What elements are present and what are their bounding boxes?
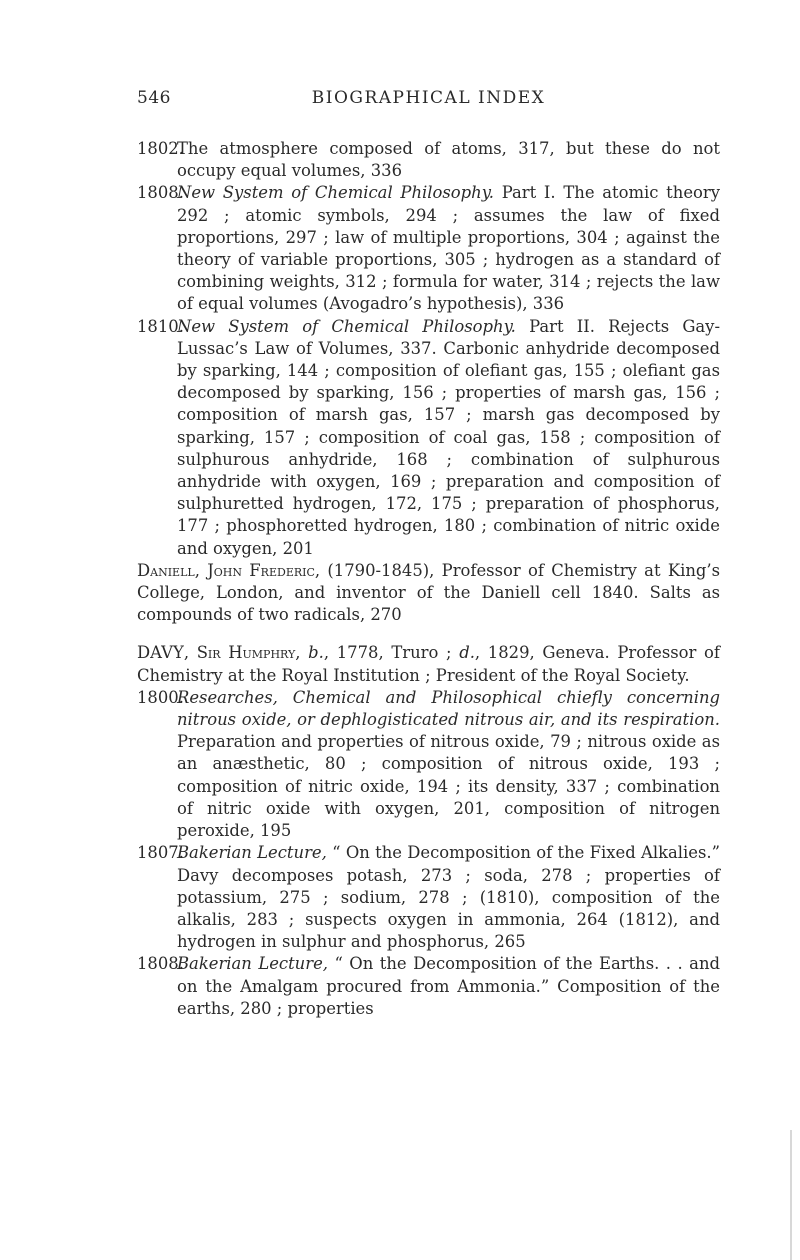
spacer (137, 626, 720, 642)
entry-work-title: Researches, Chemical and Philosophical chiefly concerning nitrous oxide, or dephlogisticated nitrous air, and its respiration. (177, 687, 720, 730)
entry-text: The atmosphere composed of atoms, 317, but these do not occupy equal volumes, 336 (177, 139, 720, 181)
person-heading-daniell (137, 560, 720, 627)
index-entry (137, 687, 720, 842)
index-entry (137, 953, 720, 1020)
person-heading-davy (137, 642, 720, 686)
index-entry (137, 182, 720, 315)
running-title: BIOGRAPHICAL INDEX (311, 88, 546, 108)
person-forenames: , Sir Humphry, (183, 643, 301, 663)
born-abbr: b. (308, 643, 324, 663)
entry-year: 1808. (137, 183, 184, 203)
entry-year: 1810. (137, 316, 184, 336)
died-abbr: d. (459, 643, 475, 663)
person-description: , 1829, Geneva. Professor of Chemistry at the Royal Institution ; President of the Royal Society. (137, 643, 720, 685)
entry-work-title: New System of Chemical Philosophy. (177, 316, 516, 336)
person-forenames: , John Frederic, (194, 560, 321, 580)
entry-year: 1840. (591, 583, 639, 603)
index-entry (137, 316, 720, 560)
entry-text: Preparation and properties of nitrous oxide, 79 ; nitrous oxide as an anæsthetic, 80 ; composition of nitrous oxide, 193 ; composition of nitric oxide, 194 ; its density, 337 ; combination of nitric oxide with oxygen, 201, composition of nitrogen peroxide, 195 (177, 732, 720, 841)
entry-text: “ On the Decomposition of the Earths. . . and on the Amalgam procured from Ammonia.” Composition of the earths, 280 ; properties (177, 954, 720, 1018)
entry-text: Part I. The atomic theory 292 ; atomic symbols, 294 ; assumes the law of fixed proportions, 297 ; law of multiple proportions, 304 ; against the theory of variable proportions, 305 ; hydrogen as a standard of combining weights, 312 ; formula for water, 314 ; rejects the law of equal volumes (Avogadro’s hypothesis), 336 (177, 183, 720, 314)
person-description: (1790-1845), Professor of Chemistry at King’s College, London, and inventor of the Daniell cell (137, 560, 720, 603)
page-number: 546 (137, 88, 171, 108)
entry-year: 1802. (137, 139, 184, 158)
entry-year: 1800. (137, 687, 184, 707)
entry-work-title: New System of Chemical Philosophy. (177, 183, 494, 203)
index-content (137, 138, 720, 1020)
entry-text: “ On the Decomposition of the Fixed Alkalies.” Davy decomposes potash, 273 ; soda, 278 ; properties of potassium, 275 ; sodium, 278 ; (1810), composition of the alkalis, 283 ; suspects oxygen in ammonia, 264 (1812), and hydrogen in sulphur and phosphorus, 265 (177, 843, 720, 952)
entry-year: 1807. (137, 843, 184, 863)
entry-text: Salts as compounds of two radicals, 270 (137, 583, 721, 625)
person-name: Daniell (137, 560, 195, 580)
person-name: DAVY (137, 643, 184, 663)
entry-text: Part II. Rejects Gay-Lussac’s Law of Volumes, 337. Carbonic anhydride decomposed by sparking, 144 ; composition of olefiant gas, 155 ; olefiant gas decomposed by sparking, 156 ; properties of marsh gas, 156 ; composition of marsh gas, 157 ; marsh gas decomposed by sparking, 157 ; composition of coal gas, 158 ; composition of sulphurous anhydride, 168 ; combination of sulphurous anhydride with oxygen, 169 ; preparation and composition of sulphuretted hydrogen, 172, 175 ; preparation of phosphorus, 177 ; phosphoretted hydrogen, 180 ; combination of nitric oxide and oxygen, 201 (177, 316, 720, 558)
index-entry (137, 138, 720, 182)
born-text: , 1778, Truro ; (323, 643, 460, 663)
page-header (137, 88, 720, 112)
page-edge-shadow (790, 1130, 792, 1260)
entry-work-title: Bakerian Lecture, (177, 843, 327, 863)
entry-year: 1808. (137, 954, 184, 974)
index-entry (137, 842, 720, 953)
entry-work-title: Bakerian Lecture, (177, 954, 328, 974)
